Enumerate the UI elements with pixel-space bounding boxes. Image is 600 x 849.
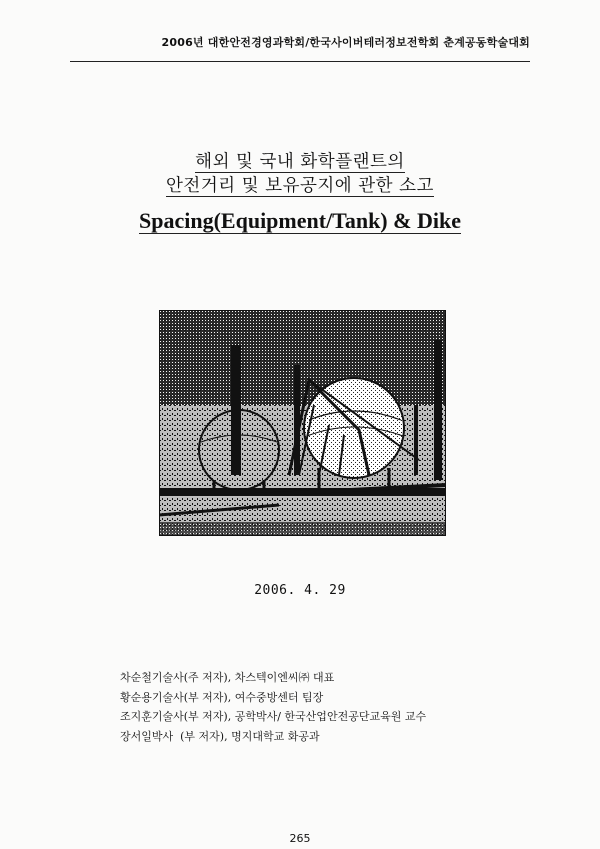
author-name: 차순철기술사 [120, 671, 184, 684]
author-role: (주 저자) [183, 671, 228, 684]
author-row [120, 727, 426, 747]
author-role: (부 저자) [173, 729, 225, 743]
korean-title-line-2 [0, 172, 600, 197]
korean-title-line-1-text: 해외 및 국내 화학플랜트의 [195, 152, 405, 172]
author-name: 황순용기술사 [120, 690, 184, 704]
english-title [0, 208, 600, 234]
publication-date: 2006. 4. 29 [254, 583, 346, 598]
korean-title-line-2-text: 안전거리 및 보유공지에 관한 소고 [166, 176, 434, 196]
author-row [120, 707, 426, 727]
english-title-text: Spacing(Equipment/Tank) & Dike [139, 208, 461, 233]
header-rule [70, 61, 530, 62]
author-affiliation: , 명지대학교 화공과 [224, 729, 320, 743]
author-list [120, 668, 426, 746]
author-affiliation: , 차스텍이엔씨㈜ 대표 [227, 671, 335, 684]
author-name: 조지훈기술사 [120, 710, 184, 723]
author-row [120, 668, 426, 688]
author-affiliation: , 여수중방센터 팀장 [227, 690, 324, 704]
page-number: 265 [289, 832, 311, 845]
author-affiliation: , 공학박사/ 한국산업안전공단교육원 교수 [227, 710, 427, 723]
author-row [120, 688, 426, 708]
chemical-plant-photo [159, 310, 446, 536]
author-role: (부 저자) [183, 710, 228, 723]
korean-title-line-1 [0, 148, 600, 173]
author-role: (부 저자) [183, 690, 228, 704]
author-name: 장서일박사 [120, 729, 174, 743]
running-header: 2006년 대한안전경영과학회/한국사이버테러정보전학회 춘계공동학술대회 [161, 36, 530, 49]
